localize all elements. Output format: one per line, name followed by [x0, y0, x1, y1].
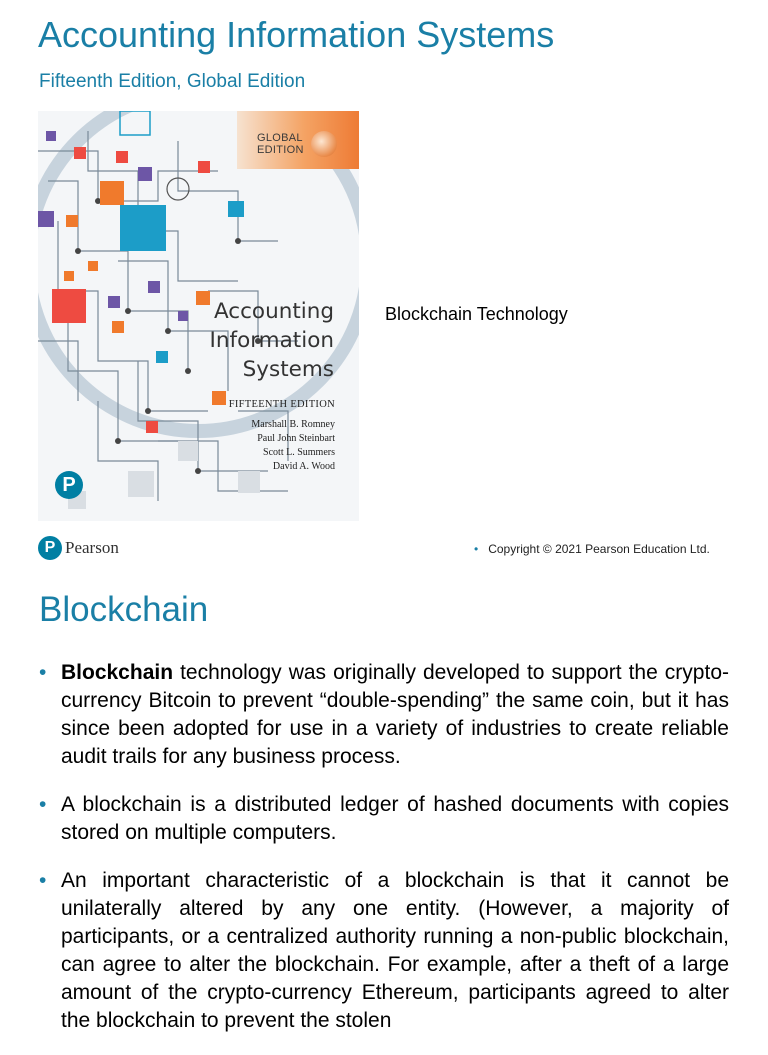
presentation-title: Accounting Information Systems: [38, 14, 555, 55]
pearson-footer-logo: [38, 536, 119, 560]
copyright-notice: [474, 542, 710, 556]
cover-edition: FIFTEENTH EDITION: [228, 399, 335, 410]
bullet-item: [39, 867, 729, 1035]
bullet-marker: •: [39, 869, 47, 892]
badge-line-1: GLOBAL: [257, 132, 303, 144]
bullet-text: technology was originally developed to support the crypto-currency Bitcoin to prevent “double-spending” the same coin, but it has since been adopted for use in a variety of industries to create reliable audit trails for any business process.: [61, 661, 729, 768]
book-cover: [38, 111, 359, 521]
author: Paul John Steinbart: [257, 433, 335, 444]
bullet-marker: •: [39, 661, 47, 684]
pearson-p-icon: P: [38, 536, 62, 560]
cover-title-line: Accounting: [213, 299, 334, 324]
cover-title-line: Information: [209, 328, 334, 353]
bullet-marker: •: [39, 793, 47, 816]
author: Scott L. Summers: [263, 447, 335, 458]
bullet-dot: •: [474, 542, 479, 556]
cover-title: [38, 297, 334, 384]
edition-subtitle: Fifteenth Edition, Global Edition: [39, 71, 306, 92]
copyright-text: Copyright © 2021 Pearson Education Ltd.: [488, 542, 710, 556]
author: David A. Wood: [272, 461, 335, 472]
pearson-wordmark: Pearson: [65, 538, 119, 557]
bullet-item: [39, 659, 729, 771]
author: Marshall B. Romney: [251, 419, 335, 430]
topic-label: Blockchain Technology: [385, 304, 568, 324]
cover-title-line: Systems: [242, 357, 334, 382]
cover-authors: [251, 418, 335, 474]
bullet-bold: Blockchain: [61, 661, 174, 684]
bullet-text: A blockchain is a distributed ledger of hashed documents with copies stored on multiple computers.: [61, 793, 729, 844]
global-edition-badge: [237, 111, 359, 169]
bullet-item: [39, 791, 729, 847]
bullet-text: An important characteristic of a blockchain is that it cannot be unilaterally altered by any one entity. (However, a majority of participants, or a centralized authority running a non-public blockchain, can agree to alter the blockchain. For example, after a theft of a large amount of the crypto-currency Ethereum, participants agreed to alter the blockchain to prevent the stolen: [61, 869, 729, 1032]
globe-icon: [311, 131, 337, 157]
slide-title: Blockchain: [39, 590, 209, 629]
pearson-logo-icon: P: [55, 471, 83, 499]
badge-line-2: EDITION: [257, 144, 304, 156]
bullet-list: [39, 659, 729, 1055]
